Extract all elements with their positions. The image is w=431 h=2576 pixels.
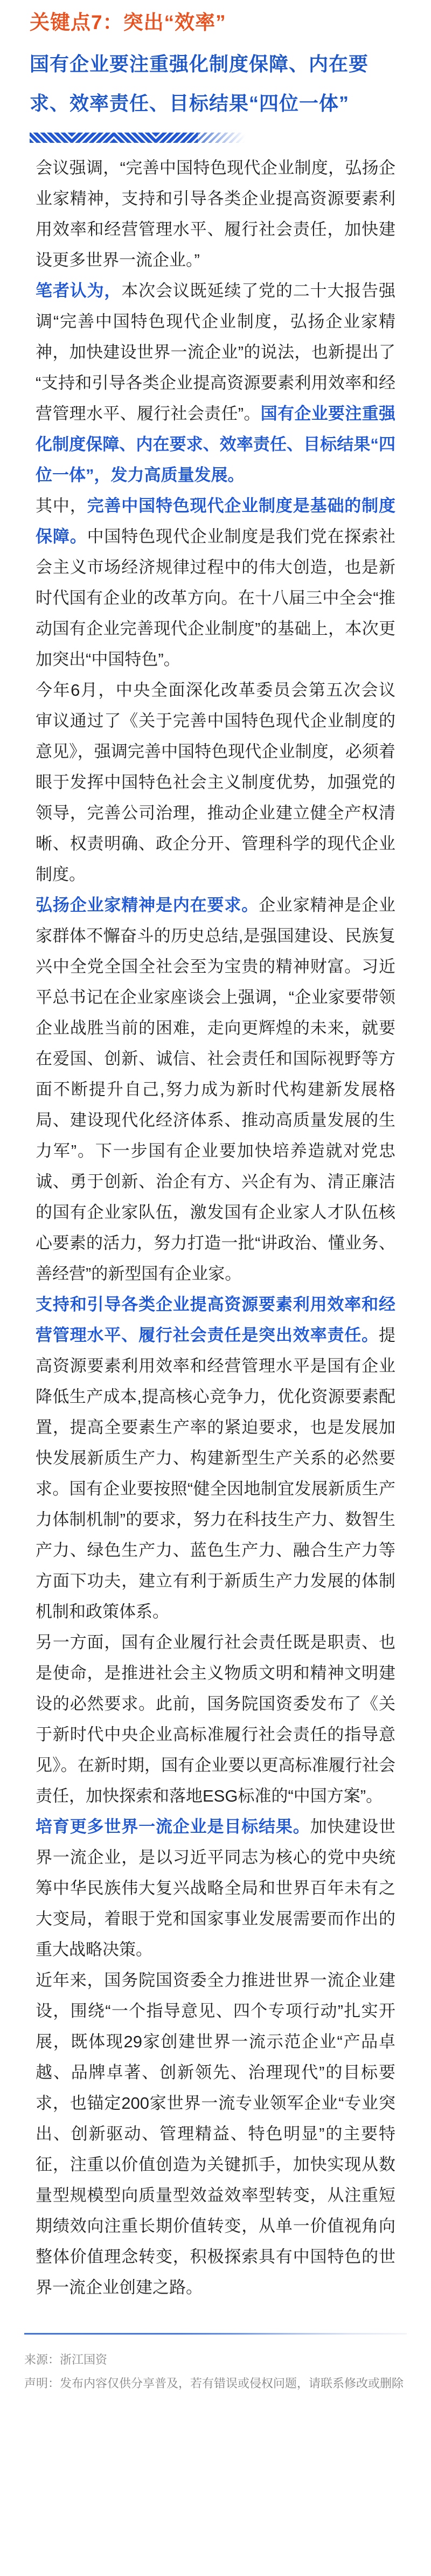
article-footer (0, 2335, 431, 2394)
section-kicker: 关键点7：突出“效率” (30, 11, 226, 33)
source-line: 来源：浙江国资 (24, 2353, 108, 2366)
text-run-highlight: 国有企业要注重强化制度保障、内在要求、效率责任、目标结果“四位一体”，发力高质量发展。 (36, 404, 396, 484)
paragraph (36, 675, 395, 890)
paragraph (36, 1965, 395, 2303)
hatch-segment (30, 133, 72, 143)
paragraph (36, 153, 395, 275)
paragraph (36, 1811, 395, 1965)
text-run: 加快建设世界一流企业，是以习近平同志为核心的党中央统筹中华民族伟大复兴战略全局和世界百年未有之大变局，着眼于党和国家事业发展需要而作出的重大战略决策。 (36, 1817, 396, 1959)
text-run: 近年来，国务院国资委全力推进世界一流企业建设，围绕“一个指导意见、四个专项行动”扎实开展，既体现29家创建世界一流示范企业“产品卓越、品牌卓著、创新领先、治理现代”的目标要求，也锚定200家世界一流专业领军企业“专业突出、创新驱动、管理精益、特色明显”的主要特征，注重以价值创造为关键抓手，加快实现从数量型规模型向质量型效益效率型转变，从注重短期绩效向注重长期价值转变，从单一价值视角向整体价值理念转变，积极探索具有中国特色的世界一流企业创建之路。 (36, 1971, 395, 2297)
text-run: 中国特色现代企业制度是我们党在探索社会主义市场经济规律过程中的伟大创造，也是新时代国有企业的改革方向。在十八届三中全会“推动国有企业完善现代企业制度”的基础上，本次更加突出“中国特色”。 (36, 527, 396, 669)
hatch-segment (72, 133, 114, 143)
paragraph (36, 1289, 395, 1627)
text-run: 今年6月，中央全面深化改革委员会第五次会议审议通过了《关于完善中国特色现代企业制度的意见》，强调完善中国特色现代企业制度，必须着眼于发挥中国特色社会主义制度优势，加强党的领导，完善公司治理，推动企业建立健全产权清晰、权责明确、政企分开、管理科学的现代企业制度。 (36, 681, 395, 884)
hatch-divider (30, 133, 245, 143)
text-run: 提高资源要素利用效率和经营管理水平是国有企业降低生产成本,提高核心竞争力，优化资源要素配置，提高全要素生产率的紧迫要求，也是发展加快发展新质生产力、构建新型生产关系的必然要求。国有企业要按照“健全因地制宜发展新质生产力体制机制”的要求，努力在科技生产力、数智生产力、绿色生产力、蓝色生产力、融合生产力等方面下功夫，建立有利于新质生产力发展的体制机制和政策体系。 (36, 1326, 395, 1621)
text-run: 企业家精神是企业家群体不懈奋斗的历史总结,是强国建设、民族复兴中全党全国全社会至为宝贵的精神财富。习近平总书记在企业家座谈会上强调，“企业家要带领企业战胜当前的困难，走向更辉煌的未来，就要在爱国、创新、诚信、社会责任和国际视野等方面不断提升自己,努力成为新时代构建新发展格局、建设现代化经济体系、推动高质量发展的生力军”。下一步国有企业要加快培养造就对党忠诚、勇于创新、治企有方、兴企有为、清正廉洁的国有企业家队伍，激发国有企业家人才队伍核心要素的活力，努力打造一批“讲政治、懂业务、善经营”的新型国有企业家。 (36, 896, 396, 1283)
article-body (0, 143, 431, 2303)
hatch-fade-tail (198, 133, 245, 143)
article-header (0, 0, 431, 123)
paragraph (36, 890, 395, 1289)
section-title: 国有企业要注重强化制度保障、内在要求、效率责任、目标结果“四位一体” (30, 53, 369, 114)
text-run-highlight: 完善中国特色现代企业制度是基础的制度保障。 (36, 496, 396, 546)
text-run-highlight: 支持和引导各类企业提高资源要素利用效率和经营管理水平、履行社会责任是突出效率责任。 (36, 1295, 395, 1345)
text-run-highlight: 弘扬企业家精神是内在要求。 (36, 896, 259, 915)
text-run: 其中， (36, 496, 87, 515)
hatch-segment (114, 133, 156, 143)
paragraph (36, 275, 395, 490)
text-run: 本次会议既延续了党的二十大报告强调“完善中国特色现代企业制度，弘扬企业家精神，加快建设世界一流企业”的说法，也新提出了“支持和引导各类企业提高资源要素利用效率和经营管理水平、履行社会责任”。 (36, 281, 395, 423)
text-run-highlight: 培育更多世界一流企业是目标结果。 (36, 1817, 310, 1836)
text-run: 会议强调，“完善中国特色现代企业制度，弘扬企业家精神，支持和引导各类企业提高资源要素利用效率和经营管理水平、履行社会责任，加快建设更多世界一流企业。” (36, 158, 395, 269)
text-run-highlight: 笔者认为， (36, 281, 122, 300)
text-run: 另一方面，国有企业履行社会责任既是职责、也是使命，是推进社会主义物质文明和精神文明建设的必然要求。此前，国务院国资委发布了《关于新时代中央企业高标准履行社会责任的指导意见》。在新时期，国有企业要以更高标准履行社会责任，加快探索和落地ESG标准的“中国方案”。 (36, 1633, 395, 1805)
paragraph (36, 1627, 395, 1811)
disclaimer-line: 声明：发布内容仅供分享普及，若有错误或侵权问题，请联系修改或删除 (24, 2377, 404, 2390)
hatch-segment (156, 133, 198, 143)
paragraph (36, 490, 395, 675)
